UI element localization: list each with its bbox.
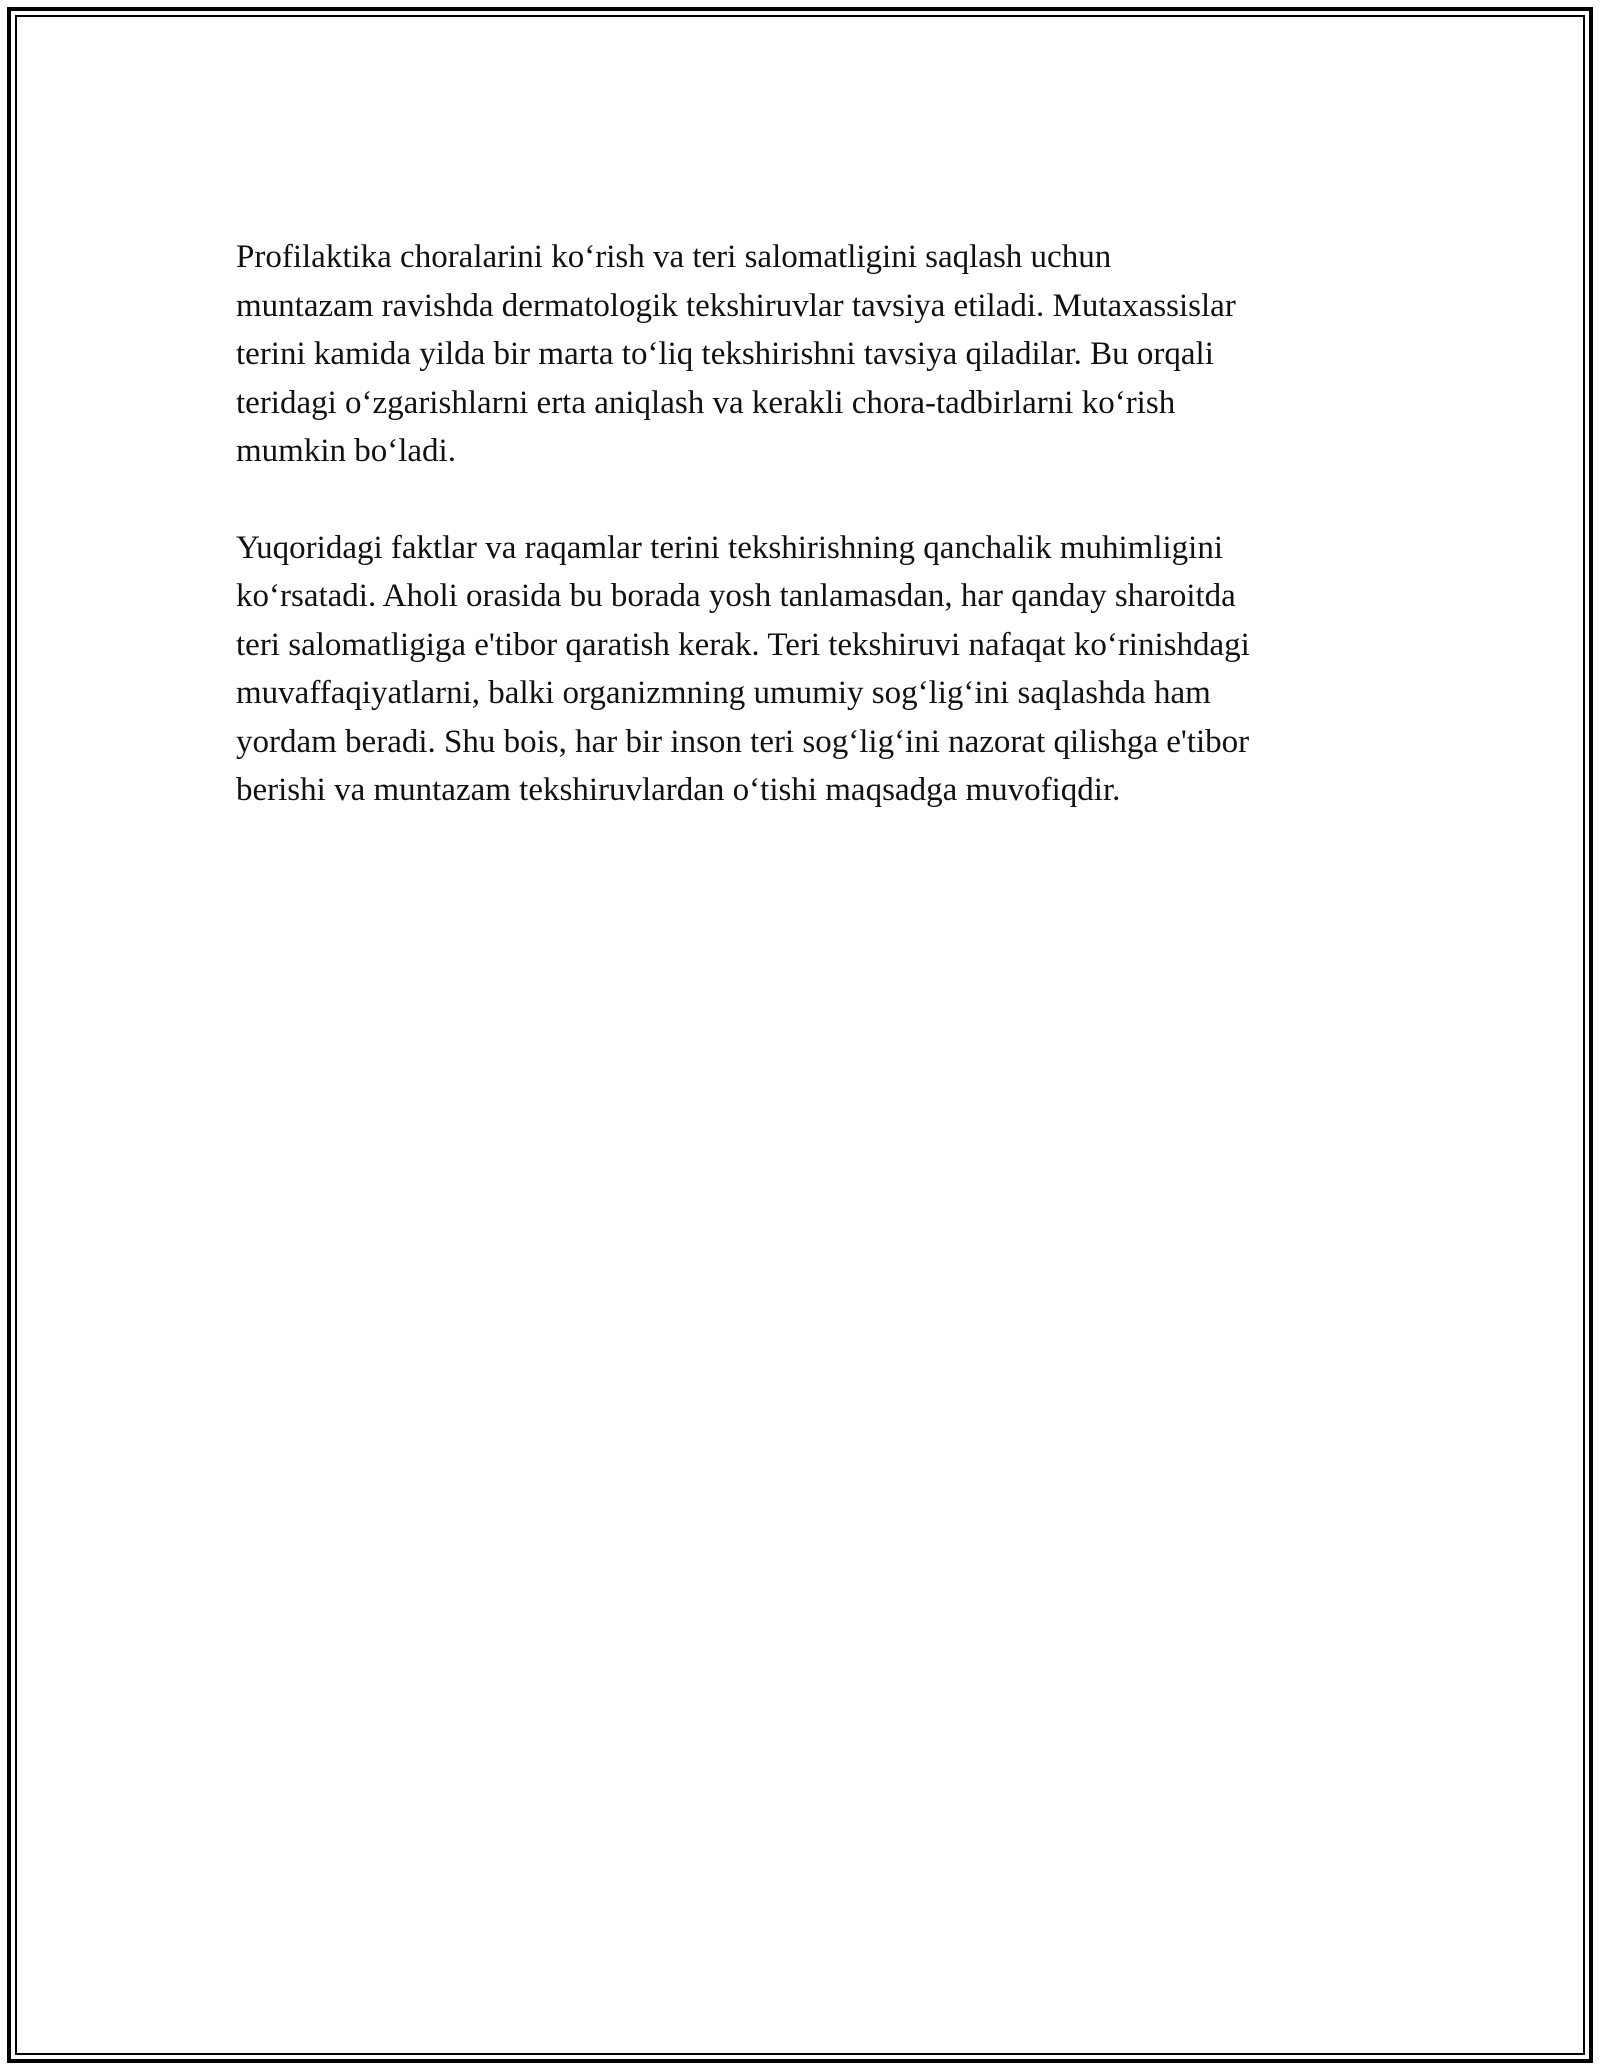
text-line: berishi va muntazam tekshiruvlardan o‘tishi maqsadga muvofiqdir. — [236, 772, 1121, 808]
text-line: Profilaktika choralarini ko‘rish va teri salomatligini saqlash uchun — [236, 239, 1112, 275]
text-line: ko‘rsatadi. Aholi orasida bu borada yosh tanlamasdan, har qanday sharoitda — [236, 578, 1236, 614]
text-line: muvaffaqiyatlarni, balki organizmning umumiy sog‘lig‘ini saqlashda ham — [236, 675, 1211, 711]
text-line: terini kamida yilda bir marta to‘liq tekshirishni tavsiya qiladilar. Bu orqali — [236, 336, 1214, 372]
text-line: teridagi o‘zgarishlarni erta aniqlash va kerakli chora-tadbirlarni ko‘rish — [236, 384, 1176, 421]
text-line: muntazam ravishda dermatologik tekshiruvlar tavsiya etiladi. Mutaxassislar — [236, 287, 1236, 324]
paragraph-1 — [236, 233, 1376, 476]
text-line: yordam beradi. Shu bois, har bir inson teri sog‘lig‘ini nazorat qilishga e'tibor — [236, 723, 1250, 760]
text-line: mumkin bo‘ladi. — [236, 433, 456, 469]
text-line: Yuqoridagi faktlar va raqamlar terini tekshirishning qanchalik muhimligini — [236, 529, 1224, 566]
text-line: teri salomatligiga e'tibor qaratish kerak. Teri tekshiruvi nafaqat ko‘rinishdagi — [236, 626, 1250, 663]
paragraph-2 — [236, 524, 1376, 815]
document-body — [236, 233, 1376, 863]
